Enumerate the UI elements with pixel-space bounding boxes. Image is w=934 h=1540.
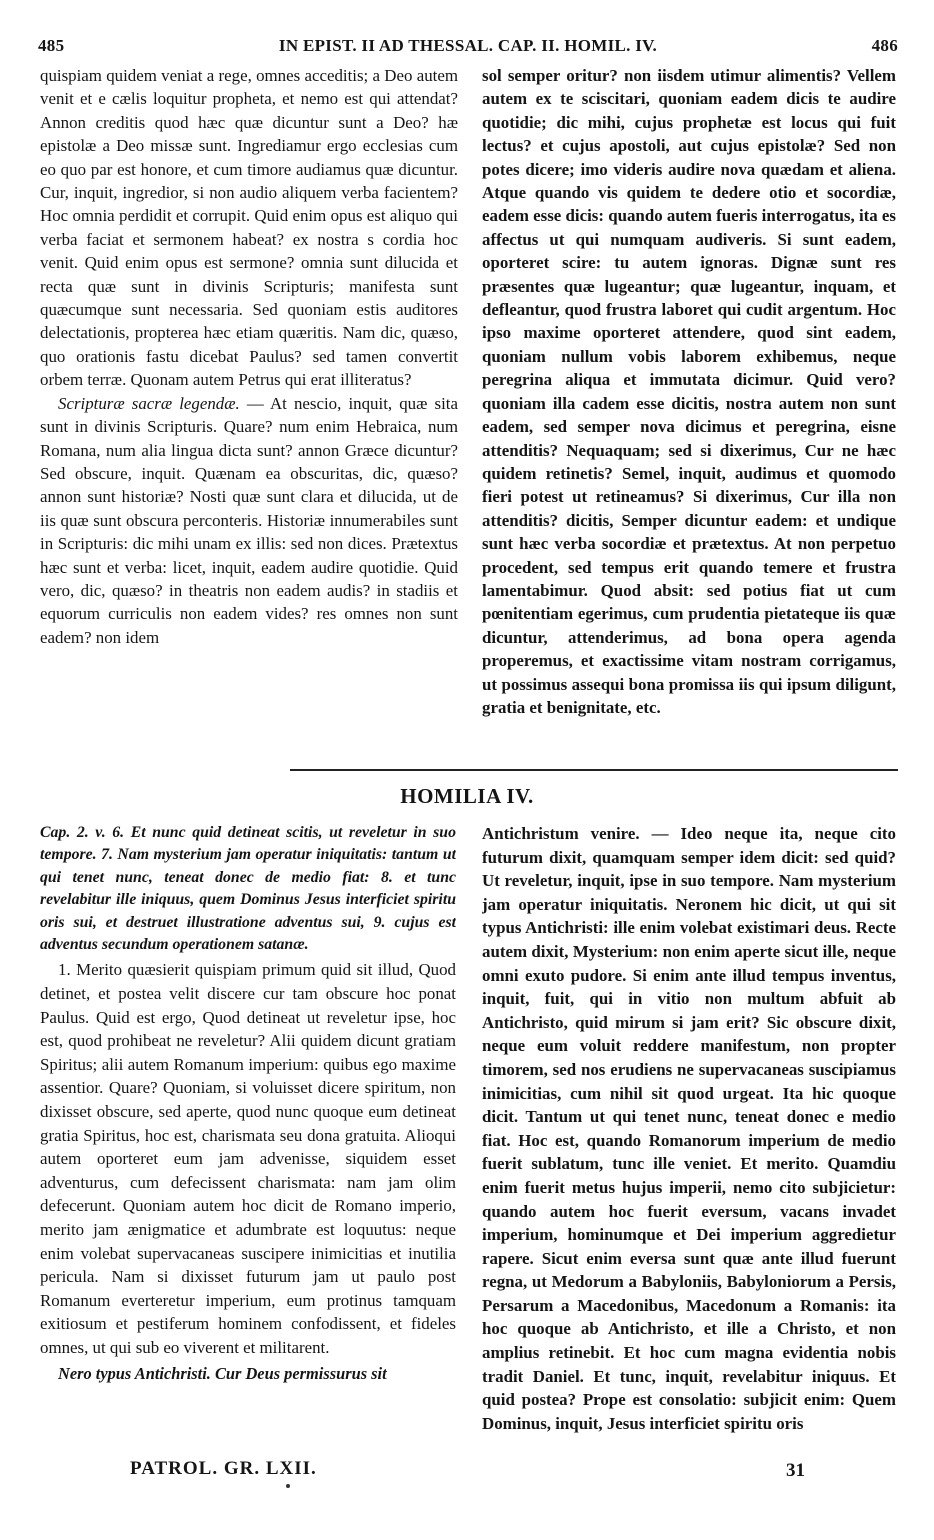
- paragraph: [40, 392, 458, 649]
- top-right-column: [482, 64, 896, 754]
- page-number-left: 485: [38, 36, 65, 55]
- sheet-number: 31: [786, 1460, 805, 1481]
- scripture-passage: Cap. 2. v. 6. Et nunc quid detineat scitis, ut reveletur in suo tempore. 7. Nam mysterium jam operatur iniquitatis: tantum ut qui tenet nunc, teneat donec de medio fiat: 8. et tunc revelabitur ille iniquus, quem Dominus Jesus interficiet spiritu oris sui, et destruet illustratione adventus sui, 9. cujus est adventus secundum operationem satanæ.: [40, 824, 456, 954]
- page-number-right: 486: [871, 36, 898, 55]
- paragraph: Antichristum venire. — Ideo neque ita, neque cito futurum dixit, quamquam semper idem dicit: sed quid? Ut reveletur, inquit, ipse in suo tempore. Nam mysterium jam operatur iniquitatis. Neronem hic dicit, ut qui sit typus Antichristi: ille enim volebat existimari deus. Recte autem dixit, Mysterium: non enim aperte sicut ille, neque omni exuto pudore. Si enim ante illud tempus inventus, inquit, fuit, qui in vitio non multum abfuit ab Antichristo, quid mirum si jam erit? Sic obscure dixit, neque eum voluit reddere manifestum, non propter timorem, sed nos erudiens ne supervacaneas suscipiamus inimicitias, cum nihil sit quod urgeat. Ita hic quoque dicit. Tantum ut qui tenet nunc, teneat donec e medio fiat. Hoc est, quando Romanorum imperium de medio fuerit sublatum, tunc ille veniet. Et merito. Quamdiu enim fuerit metus hujus imperii, nemo cito subjicietur: quando autem hoc fuerit eversum, vacans invadet imperium, hominumque et Dei imperium aggredietur rapere. Sicut enim eversa sunt quæ ante illud fuerunt regna, ut Medorum a Babyloniis, Babyloniorum a Persis, Persarum a Macedonibus, Macedonum a Romanis: ita hoc quoque ab Antichristo, et ille a Christo, et non amplius retinebit. Et hoc cum magna evidentia nobis tradit Daniel. Et tunc, inquit, revelabitur iniquus. Et quid postea? Prope est consolatio: subjicit enim: Quem Dominus, inquit, Jesus interficiet spiritu oris: [482, 824, 896, 1433]
- homily-title: HOMILIA IV.: [400, 784, 534, 808]
- paragraph: 1. Merito quæsierit quispiam primum quid sit illud, Quod detinet, et postea velit discere cur tam obscure hoc ponat Paulus. Quid est ergo, Quod detineat ut reveletur ipse, hoc est, quod prohibeat ne reveletur? Alii quidem dicunt gratiam Spiritus; alii autem Romanum imperium: quibus ego maxime assentior. Quare? Quoniam, si voluisset dicere spiritum, non dixisset obscure, sed aperte, quod nunc quoque eum detineat gratia Spiritus, hoc est, charismata seu dona gratuita. Alioqui autem oporteret eum jam advenisse, siquidem esset adventurus, cum defecissent charismata: nam jam olim defecerunt. Quoniam autem hoc dicit de Romano imperio, merito jam ænigmatice et adumbrate est loquutus: neque enim volebat supervacaneas suscipere inimicitias et inutilia pericula. Nam si dixisset futurum jam ut paulo post Romanum everteretur imperium, eum protinus tamquam exitiosum et pestiferum hominem confodissent, et fideles omnes, ut qui sub eo viverent et militarent.: [40, 960, 456, 1357]
- print-mark: [286, 1484, 290, 1488]
- paragraph-text: — At nescio, inquit, quæ sita sunt in divinis Scripturis. Quare? num enim Hebraica, num Romana, num alia lingua dicta sunt? annon Græce dicuntur? Sed obscure, inquit. Quænam ea obscuritas, dic, quæso? annon sunt historiæ? Nosti quæ sunt clara et dilucida, ut de iis quæ sunt obscura perconteris. Historiæ innumerabiles sunt in Scripturis: dic mihi unam ex illis: sed non dices. Prætextus hæc sunt et verba: licet, inquit, eadem audire quotidie. Quid vero, dic, quæso? in theatris non eadem audis? in stadiis et equorum curriculis non eadem vides? res omnes non sunt eadem? non idem: [40, 393, 458, 647]
- section-heading: Scripturæ sacræ legendæ.: [58, 393, 240, 413]
- section-divider: [290, 769, 898, 771]
- paragraph: sol semper oritur? non iisdem utimur alimentis? Vellem autem ex te sciscitari, quoniam eadem dicis te audire quotidie; dic mihi, cujus prophetæ est locus qui fuit lectus? et cujus apostoli, aut cujus epistolæ? Sed non potes dicere; imo videris audire nova quædam et aliena. Atque quando vis quidem te dedere otio et socordiæ, eadem esse dicis: quando autem fueris interrogatus, ita es affectus ut qui numquam audiveris. Si sunt eadem, oporteret scire: tu autem ignoras. Dignæ sunt res præsentes quæ lugeantur; quæ lugeantur, inquam, et defleantur, quod frustra laboret qui cudit argentum. Hoc ipso maxime oporteret attendere, quod sint eadem, quoniam nullum vobis laborem exhibemus, neque peregrina aliqua et immutata dicimur. Quid vero? quoniam illa cadem esse dicitis, nostra autem non sunt eadem, sed semper nova dicimus et peregrina, eisne attenditis? Nequaquam; sed si dixerimus, Cur ne hæc quidem retinetis? Semel, inquit, audimus et quomodo fieri potest ut retineamus? Si dixerimus, Cur illa non attenditis? dicitis, Semper dicuntur eadem: et undique sunt hæc verba socordiæ et prætextus. At non perpetuo procedent, sed tempus erit quando temere et frustra lamentabimur. Quod absit: sed potius fiat ut cum pœnitentiam egerimus, cum prudentia pietateque iis quæ dicuntur, attenderimus, ad bona opera agenda properemus, et exactissime vitam nostram corrigamus, ut possimus assequi bona promissa iis qui ipsum diligunt, gratia et benignitate, etc.: [482, 66, 896, 717]
- bottom-left-column: [40, 822, 456, 1482]
- paragraph: quispiam quidem veniat a rege, omnes acceditis; a Deo autem venit et e cælis loquitur propheta, et nemo est qui attendat? Annon creditis quod hæc quæ dicuntur sunt a Deo? hæ epistolæ a Deo missæ sunt. Ingrediamur ergo ecclesias cum eo quo par est honore, et cum timore audiamus quæ dicuntur. Cur, inquit, ingredior, si non audio aliquem verba facientem? Hoc omnia perdidit et corrupit. Quid enim opus est aliquo qui verba faciat et sermonem habeat? ex nostra s cordia hoc venit. Quid enim opus est sermone? omnia sunt dilucida et recta quæ sunt in divinis Scripturis; manifesta sunt quæcumque sunt necessaria. Sed quoniam estis auditores delectationis, propterea hæc etiam quæritis. Nam dic, quæso, quo orationis fastu dicebat Paulus? sed tamen convertit orbem terræ. Quonam autem Petrus qui erat illiteratus?: [40, 66, 458, 390]
- running-title: IN EPIST. II AD THESSAL. CAP. II. HOMIL. IV.: [278, 36, 658, 55]
- section-heading: Nero typus Antichristi. Cur Deus permissurus sit: [58, 1363, 387, 1383]
- running-header: [38, 36, 898, 58]
- printer-signature: PATROL. GR. LXII.: [130, 1458, 317, 1479]
- top-left-column: [40, 64, 458, 754]
- bottom-right-column: [482, 822, 896, 1492]
